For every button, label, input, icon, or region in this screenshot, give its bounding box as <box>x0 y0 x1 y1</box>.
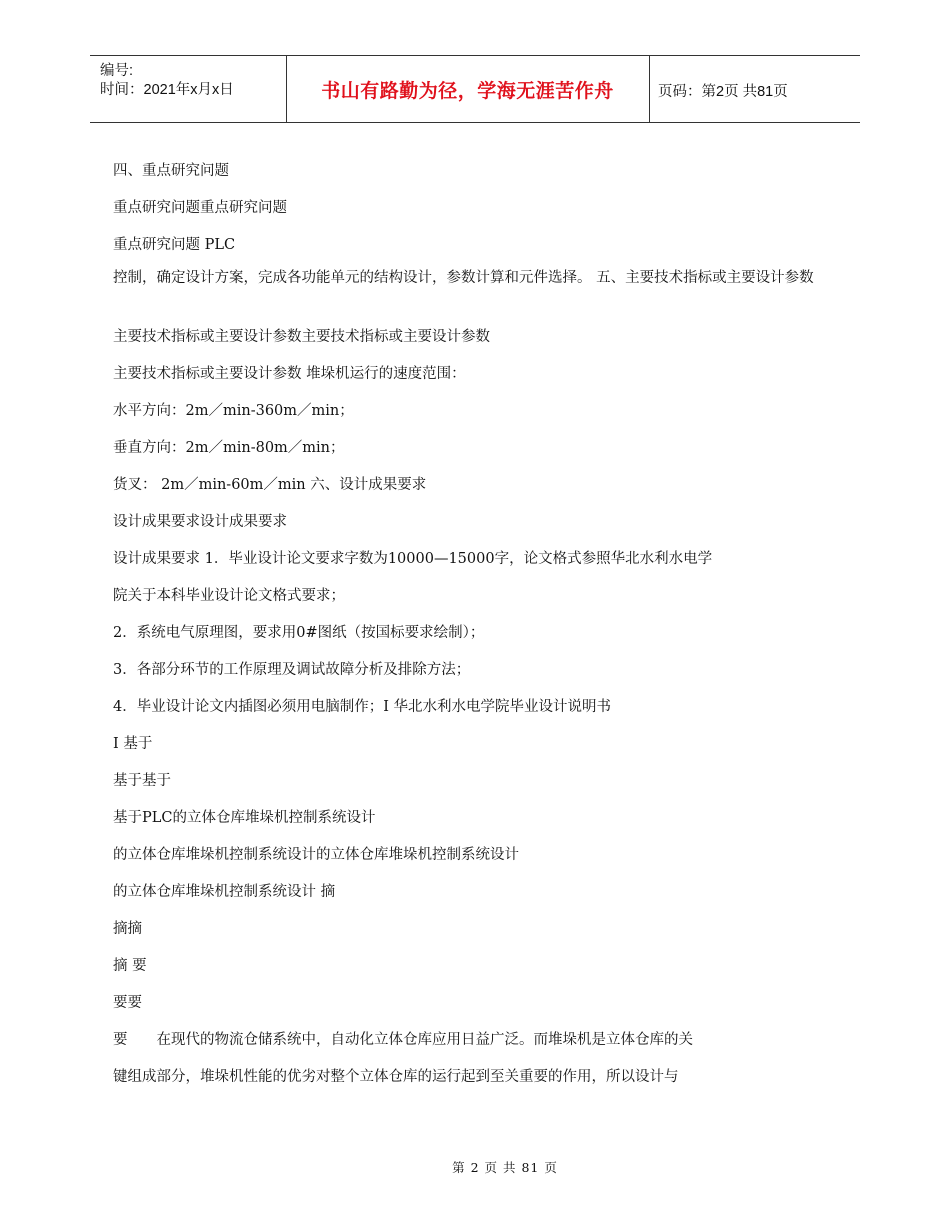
header-page-info: 页码：第2页 共81页 <box>658 84 788 100</box>
body-line: 垂直方向：2m／min-80m／min； <box>113 440 345 456</box>
body-line: 货叉： 2m／min-60m／min 六、设计成果要求 <box>113 477 427 493</box>
body-line: 要要 <box>113 995 142 1011</box>
body-line: 摘 要 <box>113 958 147 974</box>
body-line: 键组成部分，堆垛机性能的优劣对整个立体仓库的运行起到至关重要的作用，所以设计与 <box>113 1069 679 1085</box>
body-line: 重点研究问题重点研究问题 <box>113 200 287 216</box>
body-line: 主要技术指标或主要设计参数主要技术指标或主要设计参数 <box>113 329 490 345</box>
body-line: 院关于本科毕业设计论文格式要求； <box>113 588 345 604</box>
body-line: 基于基于 <box>113 773 171 789</box>
body-line: 设计成果要求设计成果要求 <box>113 514 287 530</box>
page-header <box>90 55 860 123</box>
body-line: 的立体仓库堆垛机控制系统设计的立体仓库堆垛机控制系统设计 <box>113 847 519 863</box>
body-line: 重点研究问题 PLC <box>113 237 236 253</box>
body-line: I 基于 <box>113 736 153 752</box>
page-footer: 第 2 页 共 81 页 <box>452 1160 558 1175</box>
body-line: 要 在现代的物流仓储系统中，自动化立体仓库应用日益广泛。而堆垛机是立体仓库的关 <box>113 1032 693 1048</box>
header-left-cell <box>90 56 287 122</box>
time-label: 时间：2021年x月x日 <box>100 82 234 98</box>
body-line: 水平方向：2m／min-360m／min； <box>113 403 354 419</box>
body-line: 控制，确定设计方案，完成各功能单元的结构设计，参数计算和元件选择。 五、主要技术指标或主要设计参数 <box>113 270 814 286</box>
body-line: 2．系统电气原理图，要求用0#图纸（按国标要求绘制）； <box>113 625 485 641</box>
body-line: 四、重点研究问题 <box>113 163 229 179</box>
header-right-cell <box>650 56 860 122</box>
body-line: 基于PLC的立体仓库堆垛机控制系统设计 <box>113 810 376 826</box>
header-middle-cell <box>286 56 650 122</box>
number-label: 编号: <box>100 63 134 79</box>
body-line: 摘摘 <box>113 921 142 937</box>
body-line: 设计成果要求 1．毕业设计论文要求字数为10000—15000字，论文格式参照华北水利水电学 <box>113 551 713 567</box>
motto-text: 书山有路勤为径，学海无涯苦作舟 <box>321 80 614 102</box>
body-line: 3．各部分环节的工作原理及调试故障分析及排除方法； <box>113 662 471 678</box>
body-line: 4．毕业设计论文内插图必须用电脑制作；I 华北水利水电学院毕业设计说明书 <box>113 699 612 715</box>
body-line: 的立体仓库堆垛机控制系统设计 摘 <box>113 884 336 900</box>
body-line: 主要技术指标或主要设计参数 堆垛机运行的速度范围： <box>113 366 466 382</box>
